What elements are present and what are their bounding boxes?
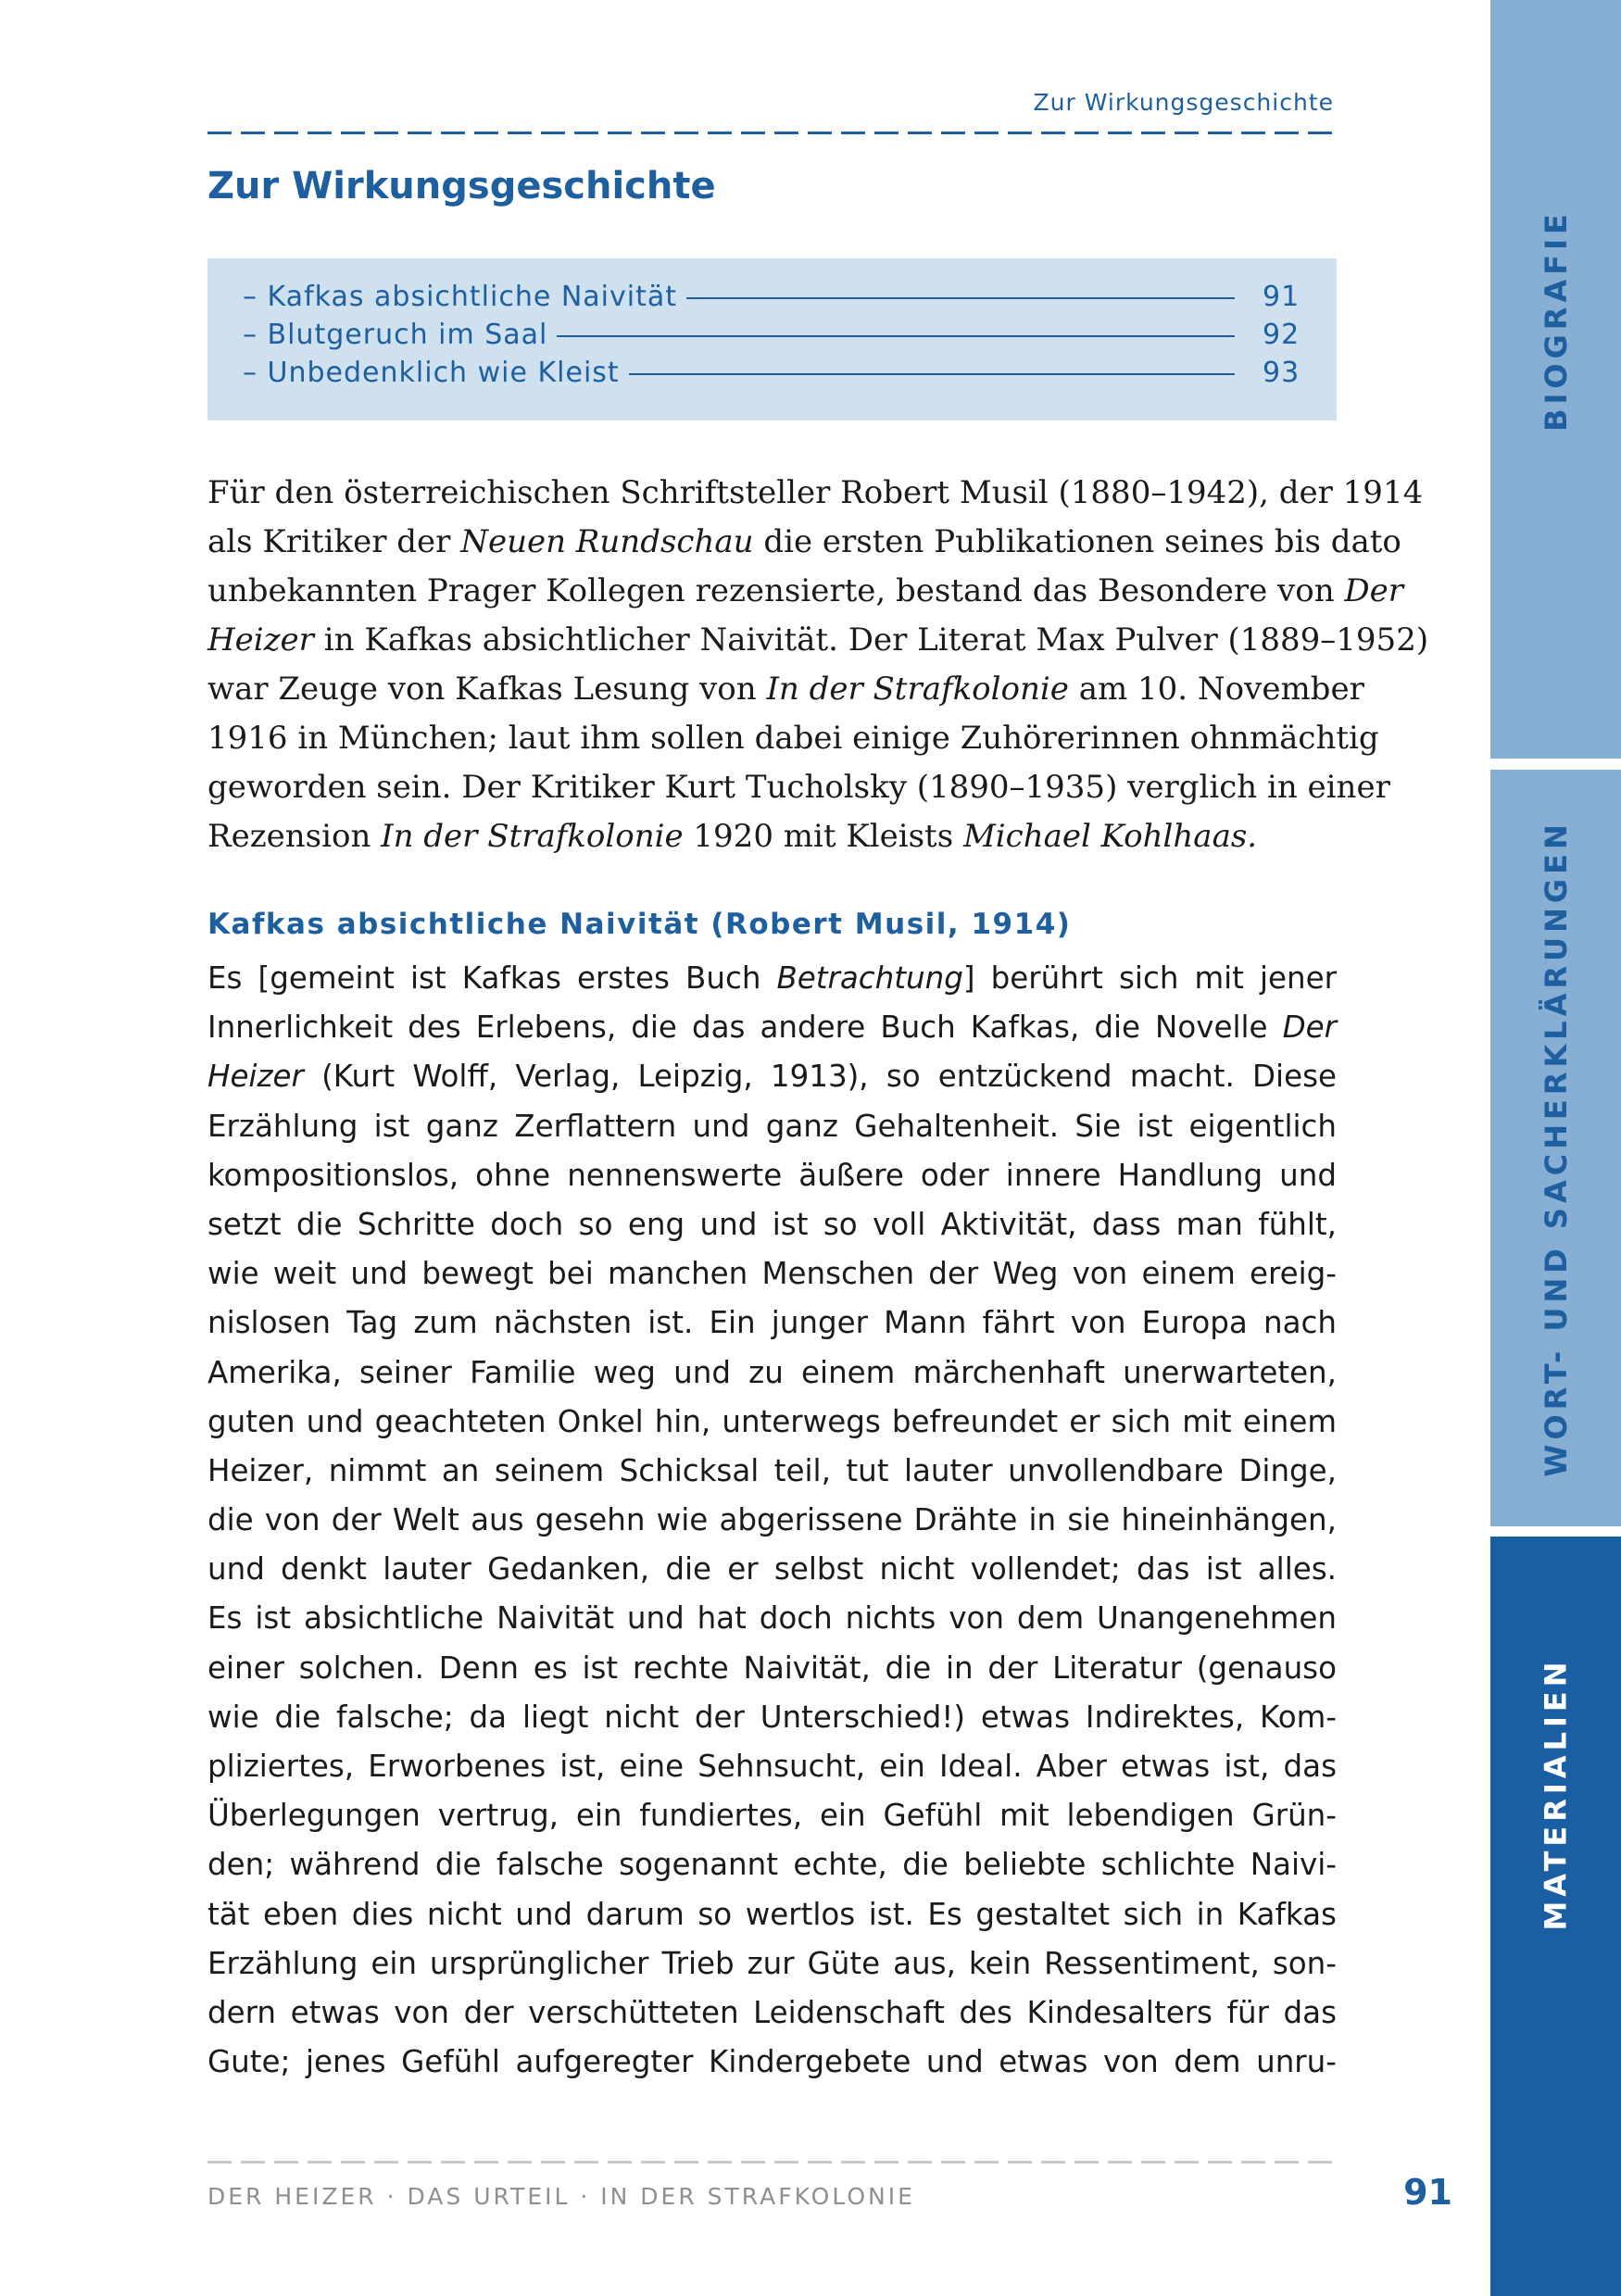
- toc-leader-line: [686, 297, 1235, 299]
- footer-book-title: DER HEIZER · DAS URTEIL · IN DER STRAFKOLONIE: [207, 2183, 915, 2210]
- text-line: pliziertes, Erworbenes ist, eine Sehnsucht, ein Ideal. Aber etwas ist, das: [207, 1749, 1337, 1784]
- text-line: Innerlichkeit des Erlebens, die das andere Buch Kafkas, die Novelle Der: [207, 1010, 1337, 1046]
- text-line: Rezension In der Strafkolonie 1920 mit Kleists Michael Kohlhaas.: [207, 818, 1258, 855]
- chapter-toc-box: [207, 258, 1337, 420]
- text-line: Heizer (Kurt Wolff, Verlag, Leipzig, 1913), so entzückend macht. Diese: [207, 1059, 1337, 1095]
- text-line: Heizer, nimmt an seinem Schicksal teil, tut lauter unvollendbare Dinge,: [207, 1452, 1337, 1488]
- text-line: Es [gemeint ist Kafkas erstes Buch Betrachtung] berührt sich mit jener: [207, 960, 1337, 996]
- tab-label: BIOGRAFIE: [1538, 208, 1574, 432]
- page-number: 91: [1403, 2172, 1452, 2213]
- text-line: als Kritiker der Neuen Rundschau die ersten Publikationen seines bis dato: [207, 523, 1401, 560]
- toc-entry-label: – Kafkas absichtliche Naivität: [243, 281, 678, 313]
- toc-leader-line: [557, 335, 1235, 337]
- toc-leader-line: [629, 373, 1235, 375]
- section-tabs: [1490, 0, 1621, 2296]
- toc-entry-label: – Unbedenklich wie Kleist: [243, 357, 620, 389]
- tab-biografie[interactable]: [1490, 0, 1621, 759]
- text-line: wie die falsche; da liegt nicht der Unterschied!) etwas Indirektes, Kom-: [207, 1699, 1337, 1735]
- text-line: einer solchen. Denn es ist rechte Naivität, die in der Literatur (genauso: [207, 1650, 1337, 1686]
- text-line: Erzählung ist ganz Zerflattern und ganz Gehaltenheit. Sie ist eigentlich: [207, 1108, 1337, 1144]
- text-line: Amerika, seiner Familie weg und zu einem märchenhaft unerwarteten,: [207, 1354, 1337, 1390]
- footer-dashed-rule: [207, 2161, 1337, 2164]
- text-line: den; während die falsche sogenannt echte, die beliebte schlichte Naivi-: [207, 1847, 1337, 1883]
- text-line: Gute; jenes Gefühl aufgeregter Kindergebete und etwas von dem unru-: [207, 2044, 1337, 2080]
- section-title: Zur Wirkungsgeschichte: [207, 165, 716, 207]
- text-line: und denkt lauter Gedanken, die er selbst nicht vollendet; das ist alles.: [207, 1551, 1337, 1587]
- text-line: Erzählung ein ursprünglicher Trieb zur Güte aus, kein Ressentiment, son-: [207, 1945, 1337, 1981]
- running-head: Zur Wirkungsgeschichte: [1033, 89, 1334, 116]
- quote-subheading: Kafkas absichtliche Naivität (Robert Musil, 1914): [207, 908, 1072, 941]
- toc-entry[interactable]: [243, 319, 1300, 357]
- text-line: geworden sein. Der Kritiker Kurt Tucholsky (1890–1935) verglich in einer: [207, 769, 1390, 806]
- tab-materialien[interactable]: [1490, 1537, 1621, 2296]
- text-line: war Zeuge von Kafkas Lesung von In der Strafkolonie am 10. November: [207, 671, 1364, 708]
- musil-quote-text: [207, 954, 1337, 2087]
- text-line: tät eben dies nicht und darum so wertlos ist. Es gestaltet sich in Kafkas: [207, 1896, 1337, 1932]
- tab-label: WORT- UND SACHERKLÄRUNGEN: [1538, 819, 1574, 1477]
- toc-entry-page: 92: [1263, 319, 1301, 351]
- text-line: 1916 in München; laut ihm sollen dabei einige Zuhörerinnen ohnmächtig: [207, 720, 1379, 757]
- text-line: die von der Welt aus gesehn wie abgerissene Drähte in sie hineinhängen,: [207, 1502, 1337, 1538]
- toc-entry-label: – Blutgeruch im Saal: [243, 319, 548, 351]
- toc-entry[interactable]: [243, 281, 1300, 319]
- text-line: nislosen Tag zum nächsten ist. Ein junger Mann fährt von Europa nach: [207, 1305, 1337, 1341]
- intro-paragraph: [207, 469, 1429, 861]
- text-line: Es ist absichtliche Naivität und hat doch nichts von dem Unangenehmen: [207, 1600, 1337, 1637]
- text-line: kompositionslos, ohne nennenswerte äußere oder innere Handlung und: [207, 1157, 1337, 1193]
- tab-wort-und-sacherklaerungen[interactable]: [1490, 770, 1621, 1526]
- toc-entry-page: 91: [1263, 281, 1301, 313]
- text-line: unbekannten Prager Kollegen rezensierte, bestand das Besondere von Der: [207, 572, 1404, 609]
- text-line: Heizer in Kafkas absichtlicher Naivität. Der Literat Max Pulver (1889–1952): [207, 621, 1429, 659]
- text-line: setzt die Schritte doch so eng und ist so voll Aktivität, dass man fühlt,: [207, 1206, 1337, 1242]
- header-dashed-rule: [207, 132, 1337, 134]
- text-line: Überlegungen vertrug, ein fundiertes, ein Gefühl mit lebendigen Grün-: [207, 1798, 1337, 1834]
- toc-entry-page: 93: [1263, 357, 1301, 389]
- text-line: guten und geachteten Onkel hin, unterwegs befreundet er sich mit einem: [207, 1403, 1337, 1439]
- text-line: Für den österreichischen Schriftsteller Robert Musil (1880–1942), der 1914: [207, 474, 1424, 511]
- text-line: dern etwas von der verschütteten Leidenschaft des Kindesalters für das: [207, 1994, 1337, 2030]
- text-line: wie weit und bewegt bei manchen Menschen der Weg von einem ereig-: [207, 1256, 1337, 1292]
- tab-label: MATERIALIEN: [1538, 1657, 1574, 1931]
- toc-entry[interactable]: [243, 357, 1300, 395]
